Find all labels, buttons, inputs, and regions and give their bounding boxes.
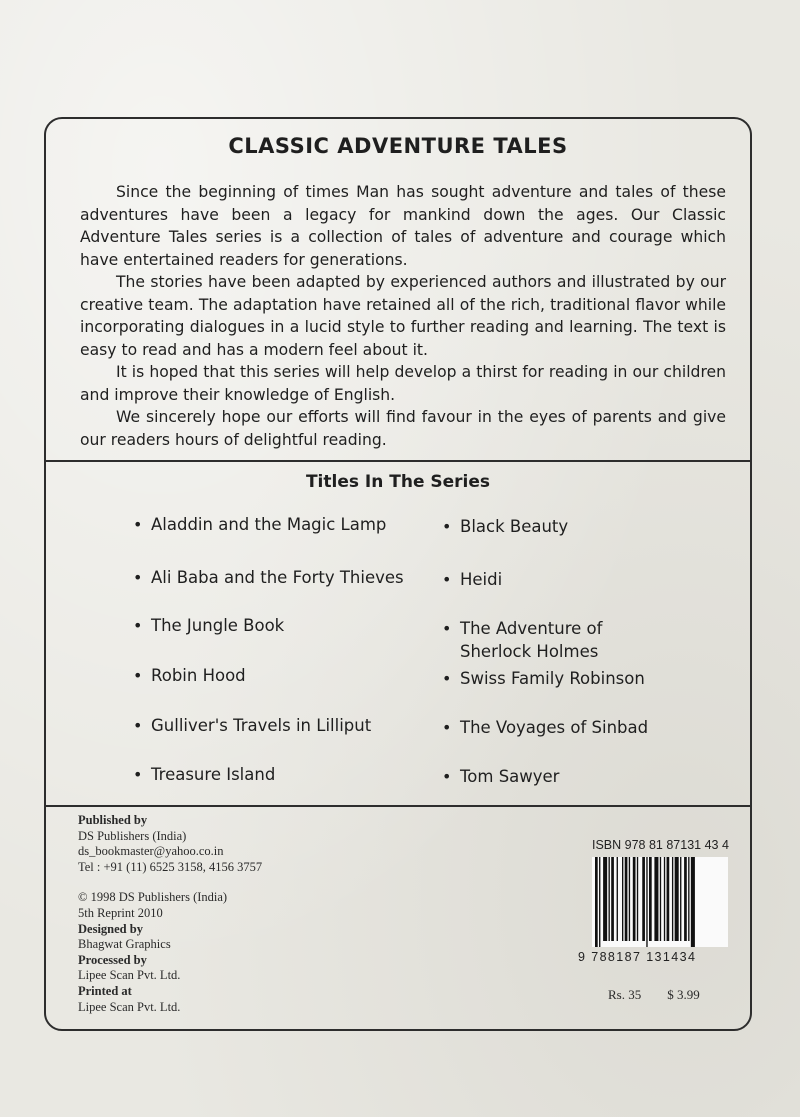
bullet-icon: • [133,666,143,685]
series-title: CLASSIC ADVENTURE TALES [228,134,568,158]
printer-name: Lipee Scan Pvt. Ltd. [78,999,181,1014]
title-list-item [442,716,648,739]
book-title: Gulliver's Travels in Lilliput [151,716,372,735]
barcode-bar [617,857,618,941]
title-list-item [133,614,284,637]
book-title: The Voyages of Sinbad [460,718,649,737]
intro-paragraph: The stories have been adapted by experienced authors and illustrated by our creative team. The adaptation have retained all of the rich, traditional flavor while incorporating dialogues in a lucid style to further reading and learning. The text is easy to read and has a modern feel about it. [80,273,726,359]
bullet-icon: • [133,515,143,534]
barcode-bar [629,857,630,941]
processor-name: Lipee Scan Pvt. Ltd. [78,968,181,983]
barcode-bar [642,857,645,941]
title-list-item [442,617,602,663]
bullet-icon: • [442,517,452,536]
barcode-bar [684,857,687,941]
spacer [78,875,378,890]
book-title: Heidi [460,570,503,589]
barcode-bar [675,857,679,941]
back-cover-frame [44,117,752,1031]
barcode-bar [595,857,598,947]
series-description [80,181,726,451]
title-list-item [133,513,386,536]
book-title: Aladdin and the Magic Lamp [151,515,387,534]
price-usd: $ 3.99 [667,987,700,1002]
publisher-phone: Tel : +91 (11) 6525 3158, 4156 3757 [78,859,263,874]
barcode-digits: 9 788187 131434 [578,950,697,964]
printed-at-label: Printed at [78,983,132,998]
series-description-section [46,119,750,461]
barcode-icon [592,857,728,947]
barcode-bar [646,857,647,947]
title-list-item [442,568,502,591]
section-divider [46,805,750,807]
isbn-number: ISBN 978 81 87131 43 4 [592,838,729,852]
reprint-line: 5th Reprint 2010 [78,905,163,920]
designer-name: Bhagwat Graphics [78,937,171,952]
barcode-bar [611,857,614,941]
published-by-label: Published by [78,813,148,827]
barcode-bar [625,857,628,941]
bullet-icon: • [133,765,143,784]
price-line [608,987,726,1003]
title-list-item [442,515,568,538]
book-title: Robin Hood [151,666,246,685]
intro-paragraph: Since the beginning of times Man has sought adventure and tales of these adventures have been a legacy for mankind down the ages. Our Classic Adventure Tales series is a collection of tales of adventure and courage which have entertained readers for generations. [80,183,726,269]
book-title: Black Beauty [460,517,569,536]
intro-paragraph: It is hoped that this series will help develop a thirst for reading in our children and improve their knowledge of English. [80,363,726,404]
bullet-icon: • [133,568,143,587]
barcode-bar [599,857,600,947]
bullet-icon: • [442,570,452,589]
book-title: Tom Sawyer [460,767,560,786]
barcode-bar [654,857,658,941]
publication-imprint [78,813,378,1015]
barcode-bar [691,857,695,947]
book-title: Swiss Family Robinson [460,669,645,688]
barcode-bar [649,857,652,941]
bullet-icon: • [442,669,452,688]
bullet-icon: • [442,619,452,638]
price-inr: Rs. 35 [608,987,642,1002]
title-list-item [133,714,371,737]
title-list-item [133,664,246,687]
barcode-bar [660,857,661,941]
title-list-item [133,763,275,786]
barcode-bar [688,857,689,941]
section-divider [46,460,750,462]
titles-heading: Titles In The Series [305,472,491,492]
bullet-icon: • [133,716,143,735]
barcode-bar [664,857,665,941]
barcode-bar [680,857,681,941]
book-title: Treasure Island [151,765,276,784]
barcode-bars [592,857,728,947]
barcode-bar [637,857,638,941]
title-list-item [442,765,559,788]
barcode-bar [622,857,623,941]
designed-by-label: Designed by [78,921,143,936]
bullet-icon: • [442,767,452,786]
barcode-bar [609,857,610,941]
book-title: Ali Baba and the Forty Thieves [151,568,404,587]
intro-paragraph: We sincerely hope our efforts will find favour in the eyes of parents and give our readers hours of delightful reading. [80,408,726,449]
barcode-bar [667,857,670,941]
book-title: The Adventure of Sherlock Holmes [460,619,603,661]
copyright-line: © 1998 DS Publishers (India) [78,890,228,905]
bullet-icon: • [442,718,452,737]
publisher-name: DS Publishers (India) [78,828,187,843]
barcode-bar [603,857,607,941]
barcode-bar [633,857,636,941]
title-list-item [442,667,645,690]
bullet-icon: • [133,616,143,635]
publisher-email: ds_bookmaster@yahoo.co.in [78,844,224,859]
processed-by-label: Processed by [78,952,147,967]
barcode-bar [672,857,673,941]
book-title: The Jungle Book [151,616,285,635]
title-list-item [133,566,404,589]
